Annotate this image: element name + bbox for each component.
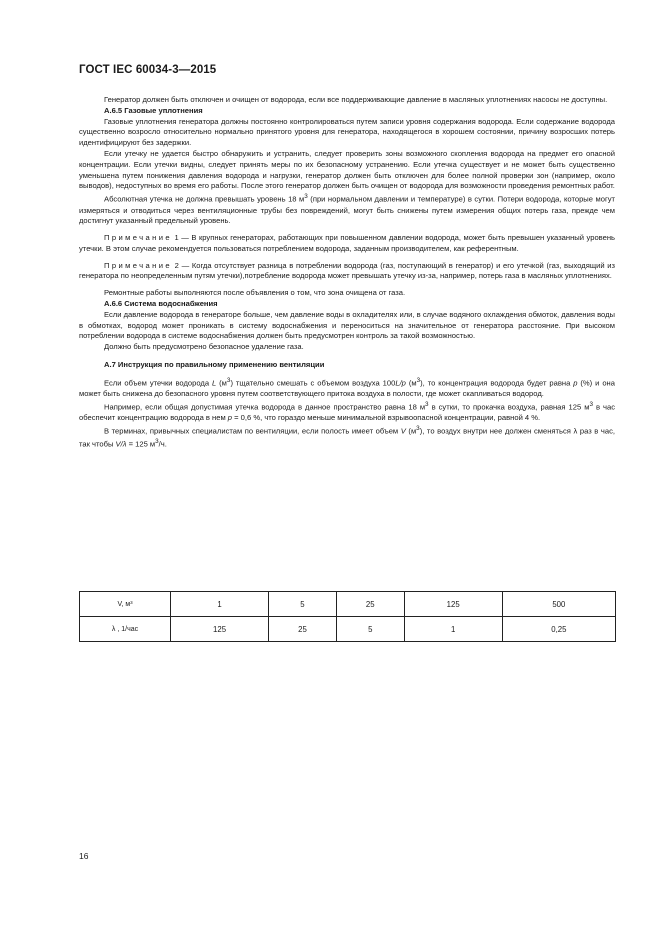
table-cell: 125 — [404, 592, 502, 617]
table-cell: 25 — [269, 617, 337, 642]
note-2: Примечание 2 — Когда отсутствует разница в потреблении водорода (газ, поступающий в генератор) и его утечкой (газ, выходящий из генератора по неопределенным путям утечки),потребление водорода может превышать утечку из-за, например, потерь газа в масляных уплотнениях. — [79, 260, 615, 281]
ventilation-table — [79, 591, 616, 642]
paragraph-a65-1: Газовые уплотнения генератора должны постоянно контролироваться путем записи уровня содержания водорода. Если содержание водорода существенно возросло относительно нормально принятого уровня для генератора, находящегося в хорошем состоянии, причину возросших потерь идентифицируют без задержки. — [79, 116, 615, 148]
table-cell: 5 — [336, 617, 404, 642]
table-cell: 125 — [171, 617, 269, 642]
table-cell: 1 — [171, 592, 269, 617]
table-header-cell-lambda: λ , 1/час — [80, 617, 171, 642]
table-cell: 1 — [404, 617, 502, 642]
document-header: ГОСТ IEC 60034-3—2015 — [79, 64, 217, 76]
paragraph-a7-1: Если объем утечки водорода L $(м^3)$ тщательно смешать с объемом воздуха 100L/p $(м^3)$, то концентрация водорода будет равна p (%) и она может быть снижена до безопасного уровня путем соответствующего притока воздуха в полости, где может скапливаться водород. — [79, 376, 615, 399]
table-row — [80, 592, 616, 617]
section-a65-title: А.6.5 Газовые уплотнения — [104, 105, 203, 115]
paragraph-a7-3: В терминах, привычных специалистам по вентиляции, если полость имеет объем V $(м^3)$, то воздух внутри нее должен сменяться λ раз в час, так чтобы V/λ = 125 $м^3/ч$. — [79, 425, 615, 449]
table-cell: 0,25 — [502, 617, 615, 642]
paragraph-intro: Генератор должен быть отключен и очищен от водорода, если все поддерживающие давление в масляных уплотнениях насосы не доступны. — [104, 95, 608, 104]
paragraph-a65-2: Если утечку не удается быстро обнаружить и устранить, следует проверить зоны возможного скопления водорода на предмет его опасной концентрации. Если утечки видны, следует принять меры по их безопасному устранению. Если утечка существует и не может быть существенно уменьшена путем понижения давления водорода и нагрузки, генератор должен быть отключен для более полной проверки зон (например, около выводов), недоступных во время его работы. После этого генератор должен быть очищен от водорода для возможности проведения ремонтных работ. — [79, 148, 615, 191]
section-a7-title: А.7 Инструкция по правильному применению вентиляции — [104, 360, 325, 370]
section-a66-title: А.6.6 Система водоснабжения — [104, 299, 218, 309]
paragraph-a7-2: Например, если общая допустимая утечка водорода в данное пространство равна 18 $м^3$ в сутки, то прокачка воздуха, равная 125 $м^3$ в час обеспечит концентрацию водорода в нем p = 0,6 %, что гораздо меньше минимальной взрывоопасной концентрации, равной 4 %. — [79, 400, 616, 423]
document-body — [79, 95, 615, 451]
page-number: 16 — [79, 851, 89, 861]
note-1: Примечание 1 — В крупных генераторах, работающих при повышенном давлении водорода, может быть превышен указанный уровень утечки. В этом случае рекомендуется пользоваться потреблением водорода, заданным производителем, как референтным. — [79, 233, 615, 253]
paragraph-a65-3: Абсолютная утечка не должна превышать уровень 18 $м^3$ (при нормальном давлении и температуре) в сутки. Потери водорода, которые могут измеряться и отводиться через вентиляционные трубы без повреждений, могут быть снижены путем измерения общих потерь газа, прежде чем достигнут указанный предельный уровень. — [79, 193, 615, 226]
table-header-cell-volume: V, м³ — [80, 592, 171, 617]
table-row — [80, 617, 616, 642]
table-cell: 500 — [502, 592, 615, 617]
paragraph-repair: Ремонтные работы выполняются после объявления о том, что зона очищена от газа. — [104, 288, 406, 298]
table-cell: 25 — [336, 592, 404, 617]
table-cell: 5 — [269, 592, 337, 617]
paragraph-a66-1: Если давление водорода в генераторе больше, чем давление воды в охладителях или, в случае водяного охлаждения обмоток, давления воды в обмотках, водород может проникать в систему водоснабжения и переноситься на значительное от генератора расстояние. При высоком потреблении водорода в системе водоснабжения должен быть предусмотрен контроль за такой возможностью. — [79, 309, 615, 341]
paragraph-a66-2: Должно быть предусмотрено безопасное удаление газа. — [104, 342, 304, 352]
